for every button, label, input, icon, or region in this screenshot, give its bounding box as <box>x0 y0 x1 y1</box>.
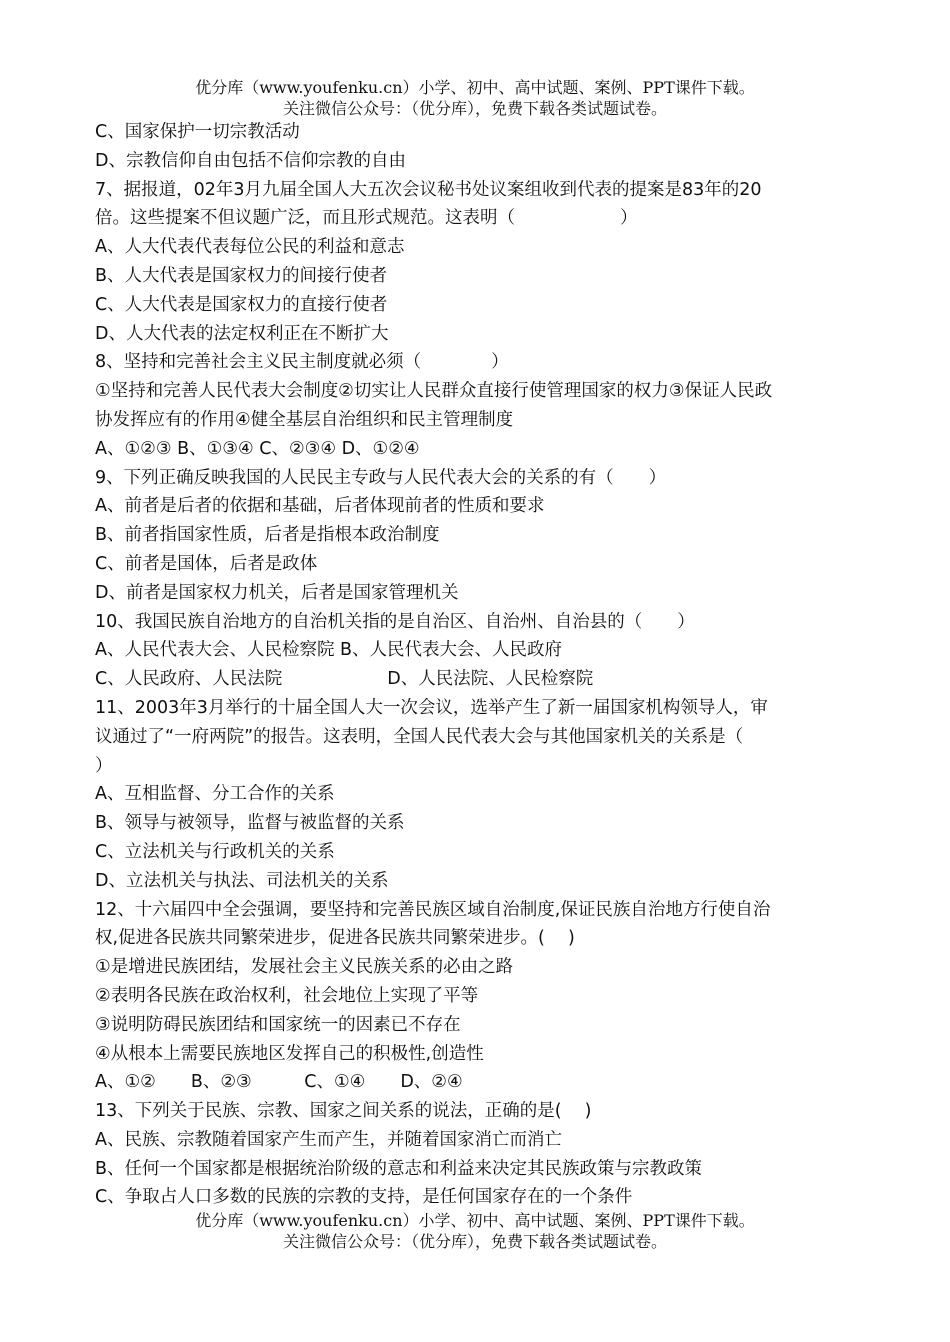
option-line: C、人大代表是国家权力的直接行使者 <box>95 294 388 315</box>
question-11-stem: 11、2003年3月举行的十届全国人大一次会议，选举产生了新一届国家机构领导人，审 <box>95 697 768 718</box>
page-footer <box>0 1210 950 1252</box>
option-line: C、人民政府、人民法院 D、人民法院、人民检察院 <box>95 669 594 690</box>
option-line: D、立法机关与执法、司法机关的关系 <box>95 870 389 891</box>
option-line: A、人民代表大会、人民检察院 B、人民代表大会、人民政府 <box>95 640 563 661</box>
option-line: A、人大代表代表每位公民的利益和意志 <box>95 237 405 258</box>
footer-line-1: 优分库（www.youfenku.cn）小学、初中、高中试题、案例、PPT课件下载。 <box>195 1211 755 1230</box>
header-line-1: 优分库（www.youfenku.cn）小学、初中、高中试题、案例、PPT课件下载。 <box>195 78 755 97</box>
option-line: C、争取占人口多数的民族的宗教的支持，是任何国家存在的一个条件 <box>95 1187 633 1208</box>
option-line: B、任何一个国家都是根据统治阶级的意志和利益来决定其民族政策与宗教政策 <box>95 1158 703 1179</box>
question-13-stem: 13、下列关于民族、宗教、国家之间关系的说法，正确的是( ) <box>95 1101 592 1122</box>
option-line: A、①② B、②③ C、①④ D、②④ <box>95 1072 463 1093</box>
question-7-stem: 7、据报道，02年3月九届全国人大五次会议秘书处议案组收到代表的提案是83年的20 <box>95 179 762 200</box>
header-line-2: 关注微信公众号：（优分库），免费下载各类试题试卷。 <box>282 99 667 118</box>
text-line: 倍。这些提案不但议题广泛，而且形式规范。这表明（ ） <box>95 208 638 229</box>
text-line: D、宗教信仰自由包括不信仰宗教的自由 <box>95 150 406 171</box>
option-line: D、人大代表的法定权利正在不断扩大 <box>95 323 389 344</box>
statement-line: ④从根本上需要民族地区发挥自己的积极性,创造性 <box>95 1043 484 1064</box>
question-10-stem: 10、我国民族自治地方的自治机关指的是自治区、自治州、自治县的（ ） <box>95 611 695 632</box>
option-line: A、民族、宗教随着国家产生而产生，并随着国家消亡而消亡 <box>95 1129 562 1150</box>
text-line: 权,促进各民族共同繁荣进步，促进各民族共同繁荣进步。( ) <box>95 928 575 949</box>
question-8-stem: 8、坚持和完善社会主义民主制度就必须（ ） <box>95 352 509 373</box>
text-line: 协发挥应有的作用④健全基层自治组织和民主管理制度 <box>95 409 514 430</box>
option-line: A、互相监督、分工合作的关系 <box>95 784 335 805</box>
statement-line: ③说明防碍民族团结和国家统一的因素已不存在 <box>95 1014 461 1035</box>
text-line: 议通过了“一府两院”的报告。这表明，全国人民代表大会与其他国家机关的关系是（ <box>95 726 744 747</box>
option-line: D、前者是国家权力机关，后者是国家管理机关 <box>95 582 459 603</box>
option-line: C、前者是国体，后者是政体 <box>95 553 318 574</box>
document-body <box>95 118 860 1212</box>
text-line: C、国家保护一切宗教活动 <box>95 122 300 142</box>
statement-line: ②表明各民族在政治权利，社会地位上实现了平等 <box>95 985 479 1006</box>
question-12-stem: 12、十六届四中全会强调，要坚持和完善民族区域自治制度,保证民族自治地方行使自治 <box>95 899 771 920</box>
option-line: C、立法机关与行政机关的关系 <box>95 841 335 862</box>
option-line: A、①②③ B、①③④ C、②③④ D、①②④ <box>95 438 420 459</box>
option-line: B、前者指国家性质，后者是指根本政治制度 <box>95 525 440 546</box>
option-line: B、领导与被领导，监督与被监督的关系 <box>95 813 405 834</box>
page-header <box>0 77 950 119</box>
footer-line-2: 关注微信公众号：（优分库），免费下载各类试题试卷。 <box>282 1232 667 1251</box>
option-line: A、前者是后者的依据和基础，后者体现前者的性质和要求 <box>95 496 545 517</box>
question-9-stem: 9、下列正确反映我国的人民民主专政与人民代表大会的关系的有（ ） <box>95 467 667 488</box>
text-line: ①坚持和完善人民代表大会制度②切实让人民群众直接行使管理国家的权力③保证人民政 <box>95 381 773 402</box>
option-line: B、人大代表是国家权力的间接行使者 <box>95 265 388 286</box>
statement-line: ①是增进民族团结，发展社会主义民族关系的必由之路 <box>95 957 514 978</box>
text-line: ） <box>95 755 113 776</box>
